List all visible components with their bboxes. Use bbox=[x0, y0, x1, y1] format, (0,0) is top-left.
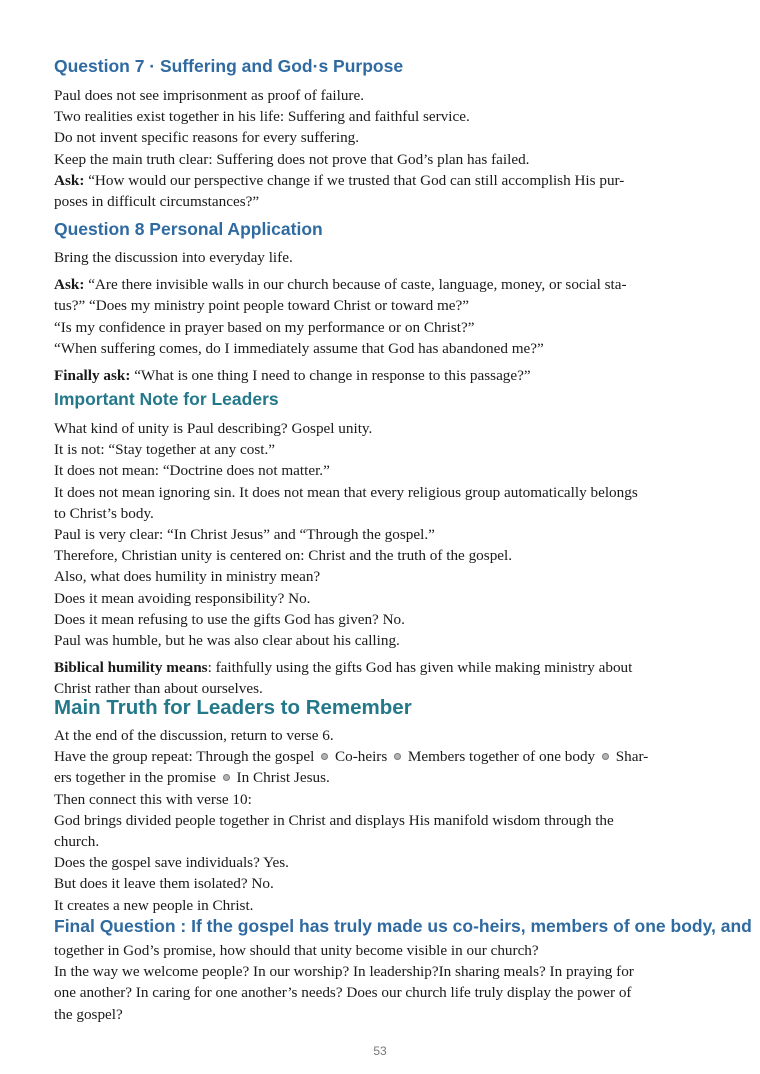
repeat-text: ers together in the promise bbox=[54, 769, 220, 787]
note-line: It does not mean ignoring sin. It does not mean that every religious group automatically belongs bbox=[54, 483, 638, 501]
note-line: Also, what does humility in ministry mean? bbox=[54, 568, 321, 586]
q8-ask-line-4: “When suffering comes, do I immediately assume that God has abandoned me?” bbox=[54, 339, 544, 357]
question-7-heading: Question 7 · Suffering and God·s Purpose bbox=[54, 56, 404, 76]
final-line: together in God’s promise, how should that unity become visible in our church? bbox=[54, 942, 539, 959]
main-line: God brings divided people together in Christ and displays His manifold wisdom through the bbox=[54, 811, 614, 829]
note-line: Does it mean refusing to use the gifts God has given? No. bbox=[54, 610, 405, 628]
repeat-text: Shar- bbox=[611, 748, 649, 766]
q8-ask-line bbox=[54, 274, 627, 295]
finally-ask-label: Finally ask: bbox=[54, 367, 131, 385]
note-line: Paul was humble, but he was also clear about his calling. bbox=[54, 632, 400, 650]
note-line: Does it mean avoiding responsibility? No. bbox=[54, 589, 311, 607]
final-question-body bbox=[54, 940, 754, 1025]
q8-ask-line-2: tus?” “Does my ministry point people toward Christ or toward me?” bbox=[54, 297, 470, 315]
important-note-heading: Important Note for Leaders bbox=[54, 389, 279, 409]
note-line: Therefore, Christian unity is centered on: Christ and the truth of the gospel. bbox=[54, 547, 513, 565]
q8-ask-text: “Are there invisible walls in our church because of caste, language, money, or social sta- bbox=[84, 276, 627, 294]
humility-line bbox=[54, 657, 638, 678]
main-line: Does the gospel save individuals? Yes. bbox=[54, 854, 289, 872]
humility-text: : faithfully using the gifts God has given while making ministry about bbox=[207, 659, 633, 677]
final-line: one another? In caring for one another’s needs? Does our church life truly display the power of bbox=[54, 984, 632, 1002]
main-line: Then connect this with verse 10: bbox=[54, 790, 252, 808]
note-line: What kind of unity is Paul describing? Gospel unity. bbox=[54, 420, 373, 437]
q8-final-ask bbox=[54, 365, 627, 386]
q7-line: Two realities exist together in his life: Suffering and faithful service. bbox=[54, 108, 470, 126]
main-line: But does it leave them isolated? No. bbox=[54, 875, 274, 893]
main-line: church. bbox=[54, 833, 100, 851]
ask-label: Ask: bbox=[54, 171, 85, 189]
ask-label: Ask: bbox=[54, 276, 85, 294]
q8-final-ask-text: “What is one thing I need to change in response to this passage?” bbox=[130, 367, 531, 385]
page-number: 53 bbox=[373, 1044, 387, 1058]
final-question-heading: Final Question : If the gospel has truly made us co-heirs, members of one body, and bbox=[54, 916, 752, 936]
q8-ask-line-3: “Is my confidence in prayer based on my performance or on Christ?” bbox=[54, 318, 475, 336]
note-line: It does not mean: “Doctrine does not matter.” bbox=[54, 462, 330, 480]
q7-line: Keep the main truth clear: Suffering does not prove that God’s plan has failed. bbox=[54, 150, 530, 168]
q8-intro: Bring the discussion into everyday life. bbox=[54, 249, 293, 266]
repeat-text: In Christ Jesus. bbox=[232, 769, 330, 787]
humility-line-2: Christ rather than about ourselves. bbox=[54, 680, 263, 698]
bullet-separator-icon bbox=[394, 753, 401, 760]
note-line: Paul is very clear: “In Christ Jesus” and “Through the gospel.” bbox=[54, 526, 435, 544]
main-truth-section bbox=[54, 696, 412, 720]
bullet-separator-icon bbox=[223, 774, 230, 781]
important-note-body bbox=[54, 418, 638, 700]
question-8-body bbox=[54, 247, 627, 386]
question-8-section bbox=[54, 219, 323, 240]
q7-ask-continuation: poses in difficult circumstances?” bbox=[54, 193, 260, 211]
repeat-line bbox=[54, 746, 648, 767]
question-8-heading: Question 8 Personal Application bbox=[54, 219, 323, 239]
final-line: In the way we welcome people? In our worship? In leadership?In sharing meals? In praying for bbox=[54, 963, 634, 981]
note-line: It is not: “Stay together at any cost.” bbox=[54, 441, 276, 459]
humility-label: Biblical humility means bbox=[54, 659, 208, 677]
main-truth-body bbox=[54, 725, 648, 916]
question-7-section bbox=[54, 56, 403, 77]
repeat-text: Co-heirs bbox=[331, 748, 392, 766]
bullet-separator-icon bbox=[321, 753, 328, 760]
final-line: the gospel? bbox=[54, 1005, 123, 1023]
repeat-text: Have the group repeat: Through the gospel bbox=[54, 748, 319, 766]
q7-ask-line bbox=[54, 170, 624, 191]
q7-line: Do not invent specific reasons for every suffering. bbox=[54, 129, 360, 147]
q7-ask-text: “How would our perspective change if we trusted that God can still accomplish His pur- bbox=[84, 171, 625, 189]
repeat-text: Members together of one body bbox=[404, 748, 599, 766]
question-7-body bbox=[54, 85, 624, 212]
repeat-line-2 bbox=[54, 767, 648, 788]
main-line: At the end of the discussion, return to verse 6. bbox=[54, 727, 334, 744]
note-line: to Christ’s body. bbox=[54, 504, 154, 522]
main-line: It creates a new people in Christ. bbox=[54, 896, 254, 914]
bullet-separator-icon bbox=[602, 753, 609, 760]
important-note-section bbox=[54, 389, 279, 410]
final-question-section bbox=[54, 916, 760, 937]
q7-line: Paul does not see imprisonment as proof of failure. bbox=[54, 87, 365, 104]
main-truth-heading: Main Truth for Leaders to Remember bbox=[54, 696, 412, 719]
